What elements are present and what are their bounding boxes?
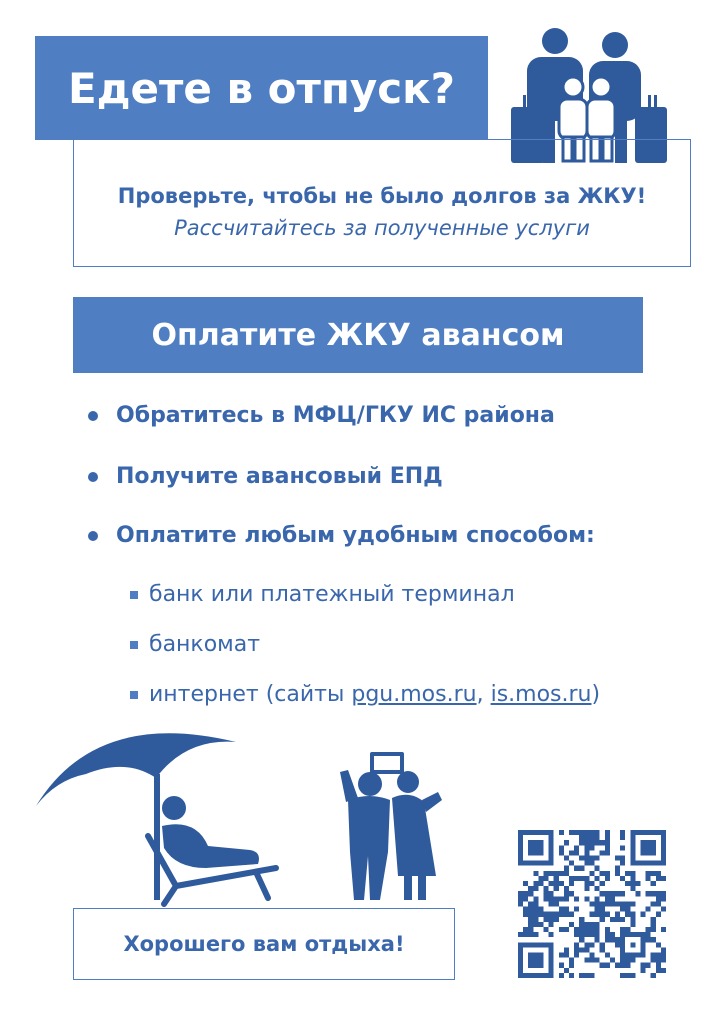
square-bullet-icon: [130, 641, 138, 649]
advance-payment-banner: [73, 297, 643, 373]
debt-check-text: Проверьте, чтобы не было долгов за ЖКУ!: [117, 184, 647, 208]
page-title: Едете в отпуск?: [67, 63, 456, 113]
farewell-box: [73, 908, 455, 980]
qr-code-icon: [518, 830, 666, 978]
square-bullet-icon: [130, 691, 138, 699]
advance-payment-heading: Оплатите ЖКУ авансом: [151, 317, 565, 353]
payment-method-internet: [130, 682, 600, 707]
beach-umbrella-lounger-icon: [36, 718, 286, 908]
bullet-icon: [88, 531, 98, 541]
link-separator: ,: [476, 682, 491, 707]
couple-selfie-icon: [340, 752, 450, 900]
step-label: Оплатите любым удобным способом:: [116, 523, 595, 548]
step-item-mfc: [88, 403, 555, 428]
step-item-pay: [88, 523, 595, 548]
payment-method-bank: [130, 582, 515, 607]
bullet-icon: [88, 411, 98, 421]
step-label: Получите авансовый ЕПД: [116, 464, 443, 489]
bullet-icon: [88, 472, 98, 482]
is-link[interactable]: is.mos.ru: [490, 682, 592, 707]
step-item-get-epd: [88, 464, 443, 489]
internet-prefix: интернет (сайты: [149, 682, 352, 707]
payment-method-label: банк или платежный терминал: [149, 582, 515, 607]
title-banner: [35, 36, 488, 140]
settle-services-text: Рассчитайтесь за полученные услуги: [174, 216, 590, 240]
square-bullet-icon: [130, 591, 138, 599]
step-label: Обратитесь в МФЦ/ГКУ ИС района: [116, 403, 555, 428]
internet-suffix: ): [591, 682, 601, 707]
pgu-link[interactable]: pgu.mos.ru: [351, 682, 477, 707]
payment-method-label: банкомат: [149, 632, 261, 657]
farewell-text: Хорошего вам отдыха!: [123, 932, 405, 956]
subtitle-box: [73, 139, 691, 267]
payment-method-atm: [130, 632, 260, 657]
